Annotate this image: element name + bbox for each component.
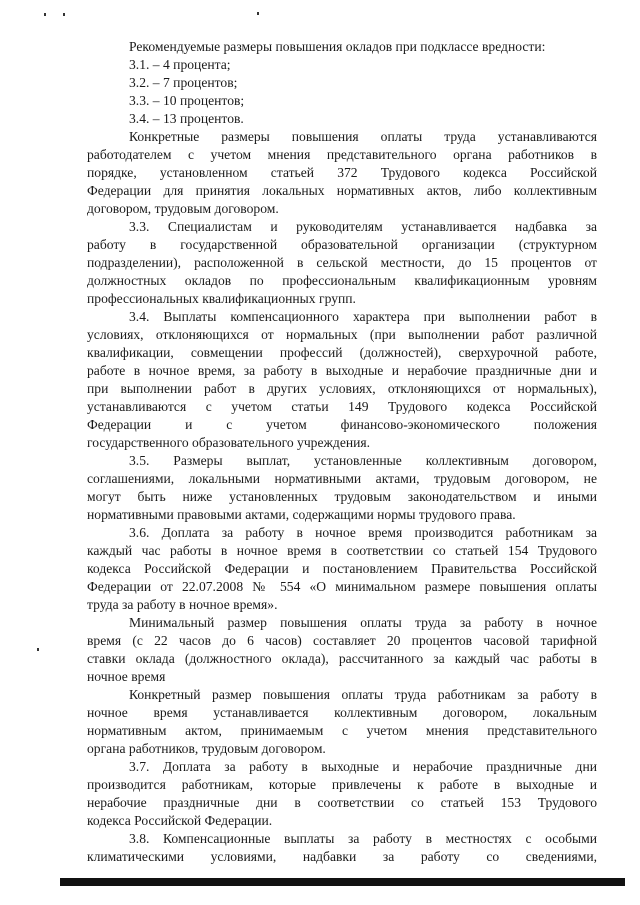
text-line: кодекса Российской Федерации.: [87, 813, 273, 828]
text-line: Федерации и с учетом финансово-экономического положения: [87, 417, 597, 432]
text-line: 3.5. Размеры выплат, установленные коллективным договором,: [129, 453, 597, 468]
text-line: Конкретный размер повышения оплаты труда работникам за работу в: [129, 687, 597, 702]
text-line: Минимальный размер повышения оплаты труда за работу в ночное: [129, 615, 597, 630]
text-line: условиях, отклоняющихся от нормальных (при выполнении работ различной: [87, 327, 597, 342]
text-line: органа работников, трудовым договором.: [87, 741, 326, 756]
text-line: 3.1. – 4 процента;: [129, 57, 231, 72]
text-line: нерабочие праздничные дни в соответствии со статьей 153 Трудового: [87, 795, 597, 810]
text-line: должностных окладов по профессиональным квалификационным уровням: [87, 273, 597, 288]
text-line: климатическими условиями, надбавки за работу со сведениями,: [87, 849, 597, 864]
text-line: устанавливаются с учетом статьи 149 Трудового кодекса Российской: [87, 399, 597, 414]
scan-mark: [63, 13, 65, 16]
text-line: Рекомендуемые размеры повышения окладов при подклассе вредности:: [129, 39, 546, 54]
text-line: каждый час работы в ночное время в соответствии со статьей 154 Трудового: [87, 543, 597, 558]
text-line: при выполнении работ в других условиях, отклоняющихся от нормальных),: [87, 381, 597, 396]
text-line: нормативным актом, принимаемым с учетом мнения представительного: [87, 723, 597, 738]
text-line: подразделении), расположенной в сельской местности, до 15 процентов от: [87, 255, 597, 270]
text-line: нормативными правовыми актами, содержащими нормы трудового права.: [87, 507, 516, 522]
text-line: время (с 22 часов до 6 часов) составляет 20 процентов часовой тарифной: [87, 633, 597, 648]
scan-edge-bar: [60, 878, 625, 886]
text-line: работе в ночное время, за работу в выходные и нерабочие праздничные дни и: [87, 363, 597, 378]
text-line: 3.3. – 10 процентов;: [129, 93, 245, 108]
text-line: производится работникам, которые привлечены к работе в выходные и: [87, 777, 597, 792]
text-line: профессиональных квалификационных групп.: [87, 291, 356, 306]
text-line: ночное время: [87, 669, 166, 684]
text-line: ставки оклада (должностного оклада), рассчитанного за каждый час работы в: [87, 651, 597, 666]
text-line: квалификации, совмещении профессий (должностей), сверхурочной работе,: [87, 345, 597, 360]
text-line: 3.6. Доплата за работу в ночное время производится работникам за: [129, 525, 597, 540]
text-line: порядке, установленном статьей 372 Трудового кодекса Российской: [87, 165, 597, 180]
text-line: Конкретные размеры повышения оплаты труда устанавливаются: [129, 129, 597, 144]
text-line: труда за работу в ночное время».: [87, 597, 278, 612]
text-line: работу в государственной образовательной организации (структурном: [87, 237, 597, 252]
text-line: 3.8. Компенсационные выплаты за работу в местностях с особыми: [129, 831, 597, 846]
text-line: Федерации для принятия локальных нормативных актов, либо коллективным: [87, 183, 597, 198]
text-line: Федерации от 22.07.2008 № 554 «О минимальном размере повышения оплаты: [87, 579, 597, 594]
text-line: договором, трудовым договором.: [87, 201, 279, 216]
text-line: могут быть ниже установленных трудовым законодательством и иными: [87, 489, 597, 504]
text-line: ночное время устанавливается коллективным договором, локальным: [87, 705, 597, 720]
text-line: 3.7. Доплата за работу в выходные и нерабочие праздничные дни: [129, 759, 597, 774]
text-line: государственного образовательного учреждения.: [87, 435, 371, 450]
text-line: 3.3. Специалистам и руководителям устанавливается надбавка за: [129, 219, 597, 234]
document-page: [87, 38, 597, 866]
text-line: 3.4. – 13 процентов.: [129, 111, 244, 126]
text-line: соглашениями, локальными нормативными актами, трудовым договором, не: [87, 471, 597, 486]
scan-mark: [37, 648, 39, 651]
text-line: кодекса Российской Федерации и постановлением Правительства Российской: [87, 561, 597, 576]
text-line: 3.4. Выплаты компенсационного характера при выполнении работ в: [129, 309, 597, 324]
text-line: работодателем с учетом мнения представительного органа работников в: [87, 147, 597, 162]
scan-mark: [257, 12, 259, 15]
text-line: 3.2. – 7 процентов;: [129, 75, 238, 90]
scan-mark: [44, 13, 46, 16]
